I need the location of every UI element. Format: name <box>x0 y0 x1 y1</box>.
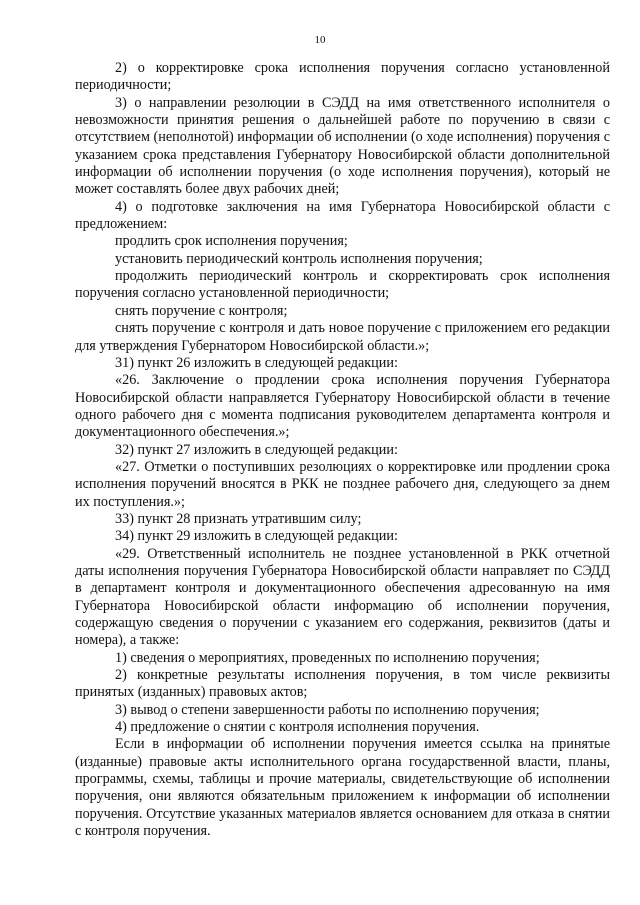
paragraph: «29. Ответственный исполнитель не позднее установленной в РКК отчетной даты исполнения поручения Губернатора Новосибирской области направляет по СЭДД в департамент контроля и документационного обеспечения адресованную на имя Губернатора Новосибирской области информацию об исполнении поручения, содержащую сведения о поручении с указанием его содержания, реквизитов (даты и номера), а также: <box>75 545 610 649</box>
paragraph: продолжить периодический контроль и скорректировать срок исполнения поручения согласно установленной периодичности; <box>75 268 610 302</box>
paragraph: 1) сведения о мероприятиях, проведенных по исполнению поручения; <box>115 649 540 666</box>
paragraph: Если в информации об исполнении поручения имеется ссылка на принятые (изданные) правовые акты исполнительного органа государственной власти, планы, программы, схемы, таблицы и прочие материалы, свидетельствующие об исполнении поручения, они являются обязательным приложением к информации об исполнении поручения. Отсутствие указанных материалов является основанием для отказа в снятии с контроля поручения. <box>75 736 610 840</box>
paragraph: 2) о корректировке срока исполнения поручения согласно установленной периодичности; <box>75 60 610 94</box>
paragraph: установить периодический контроль исполнения поручения; <box>115 250 483 267</box>
paragraph: 4) предложение о снятии с контроля исполнения поручения. <box>115 719 480 736</box>
paragraph: снять поручение с контроля; <box>115 302 288 319</box>
paragraph: продлить срок исполнения поручения; <box>115 233 348 250</box>
page-number: 10 <box>314 34 326 46</box>
paragraph: «26. Заключение о продлении срока исполнения поручения Губернатора Новосибирской области направляется Губернатору Новосибирской области в течение одного рабочего дня с момента подписания руководителем департамента контроля и документационного обеспечения.»; <box>75 372 610 441</box>
paragraph: 3) о направлении резолюции в СЭДД на имя ответственного исполнителя о невозможности принятия решения о дальнейшей работе по поручению в связи с отсутствием (неполнотой) информации об исполнении (о ходе исполнения) поручения с указанием срока представления Губернатору Новосибирской области дополнительной информации об исполнении поручения (о ходе исполнения поручения), который не может составлять более двух рабочих дней; <box>75 94 610 198</box>
paragraph: 33) пункт 28 признать утратившим силу; <box>115 510 362 527</box>
paragraph: 32) пункт 27 изложить в следующей редакции: <box>115 441 398 458</box>
paragraph: 4) о подготовке заключения на имя Губернатора Новосибирской области с предложением: <box>75 198 610 233</box>
document-body <box>75 60 610 840</box>
paragraph: снять поручение с контроля и дать новое поручение с приложением его редакции для утверждения Губернатором Новосибирской области.»; <box>75 320 610 354</box>
paragraph: 2) конкретные результаты исполнения поручения, в том числе реквизиты принятых (изданных) правовых актов; <box>75 667 610 701</box>
paragraph: 3) вывод о степени завершенности работы по исполнению поручения; <box>115 701 540 718</box>
paragraph: «27. Отметки о поступивших резолюциях о корректировке или продлении срока исполнения поручений вносятся в РКК не позднее рабочего дня, следующего за днем их поступления.»; <box>75 458 610 510</box>
paragraph: 31) пункт 26 изложить в следующей редакции: <box>115 354 398 371</box>
paragraph: 34) пункт 29 изложить в следующей редакции: <box>115 528 398 545</box>
